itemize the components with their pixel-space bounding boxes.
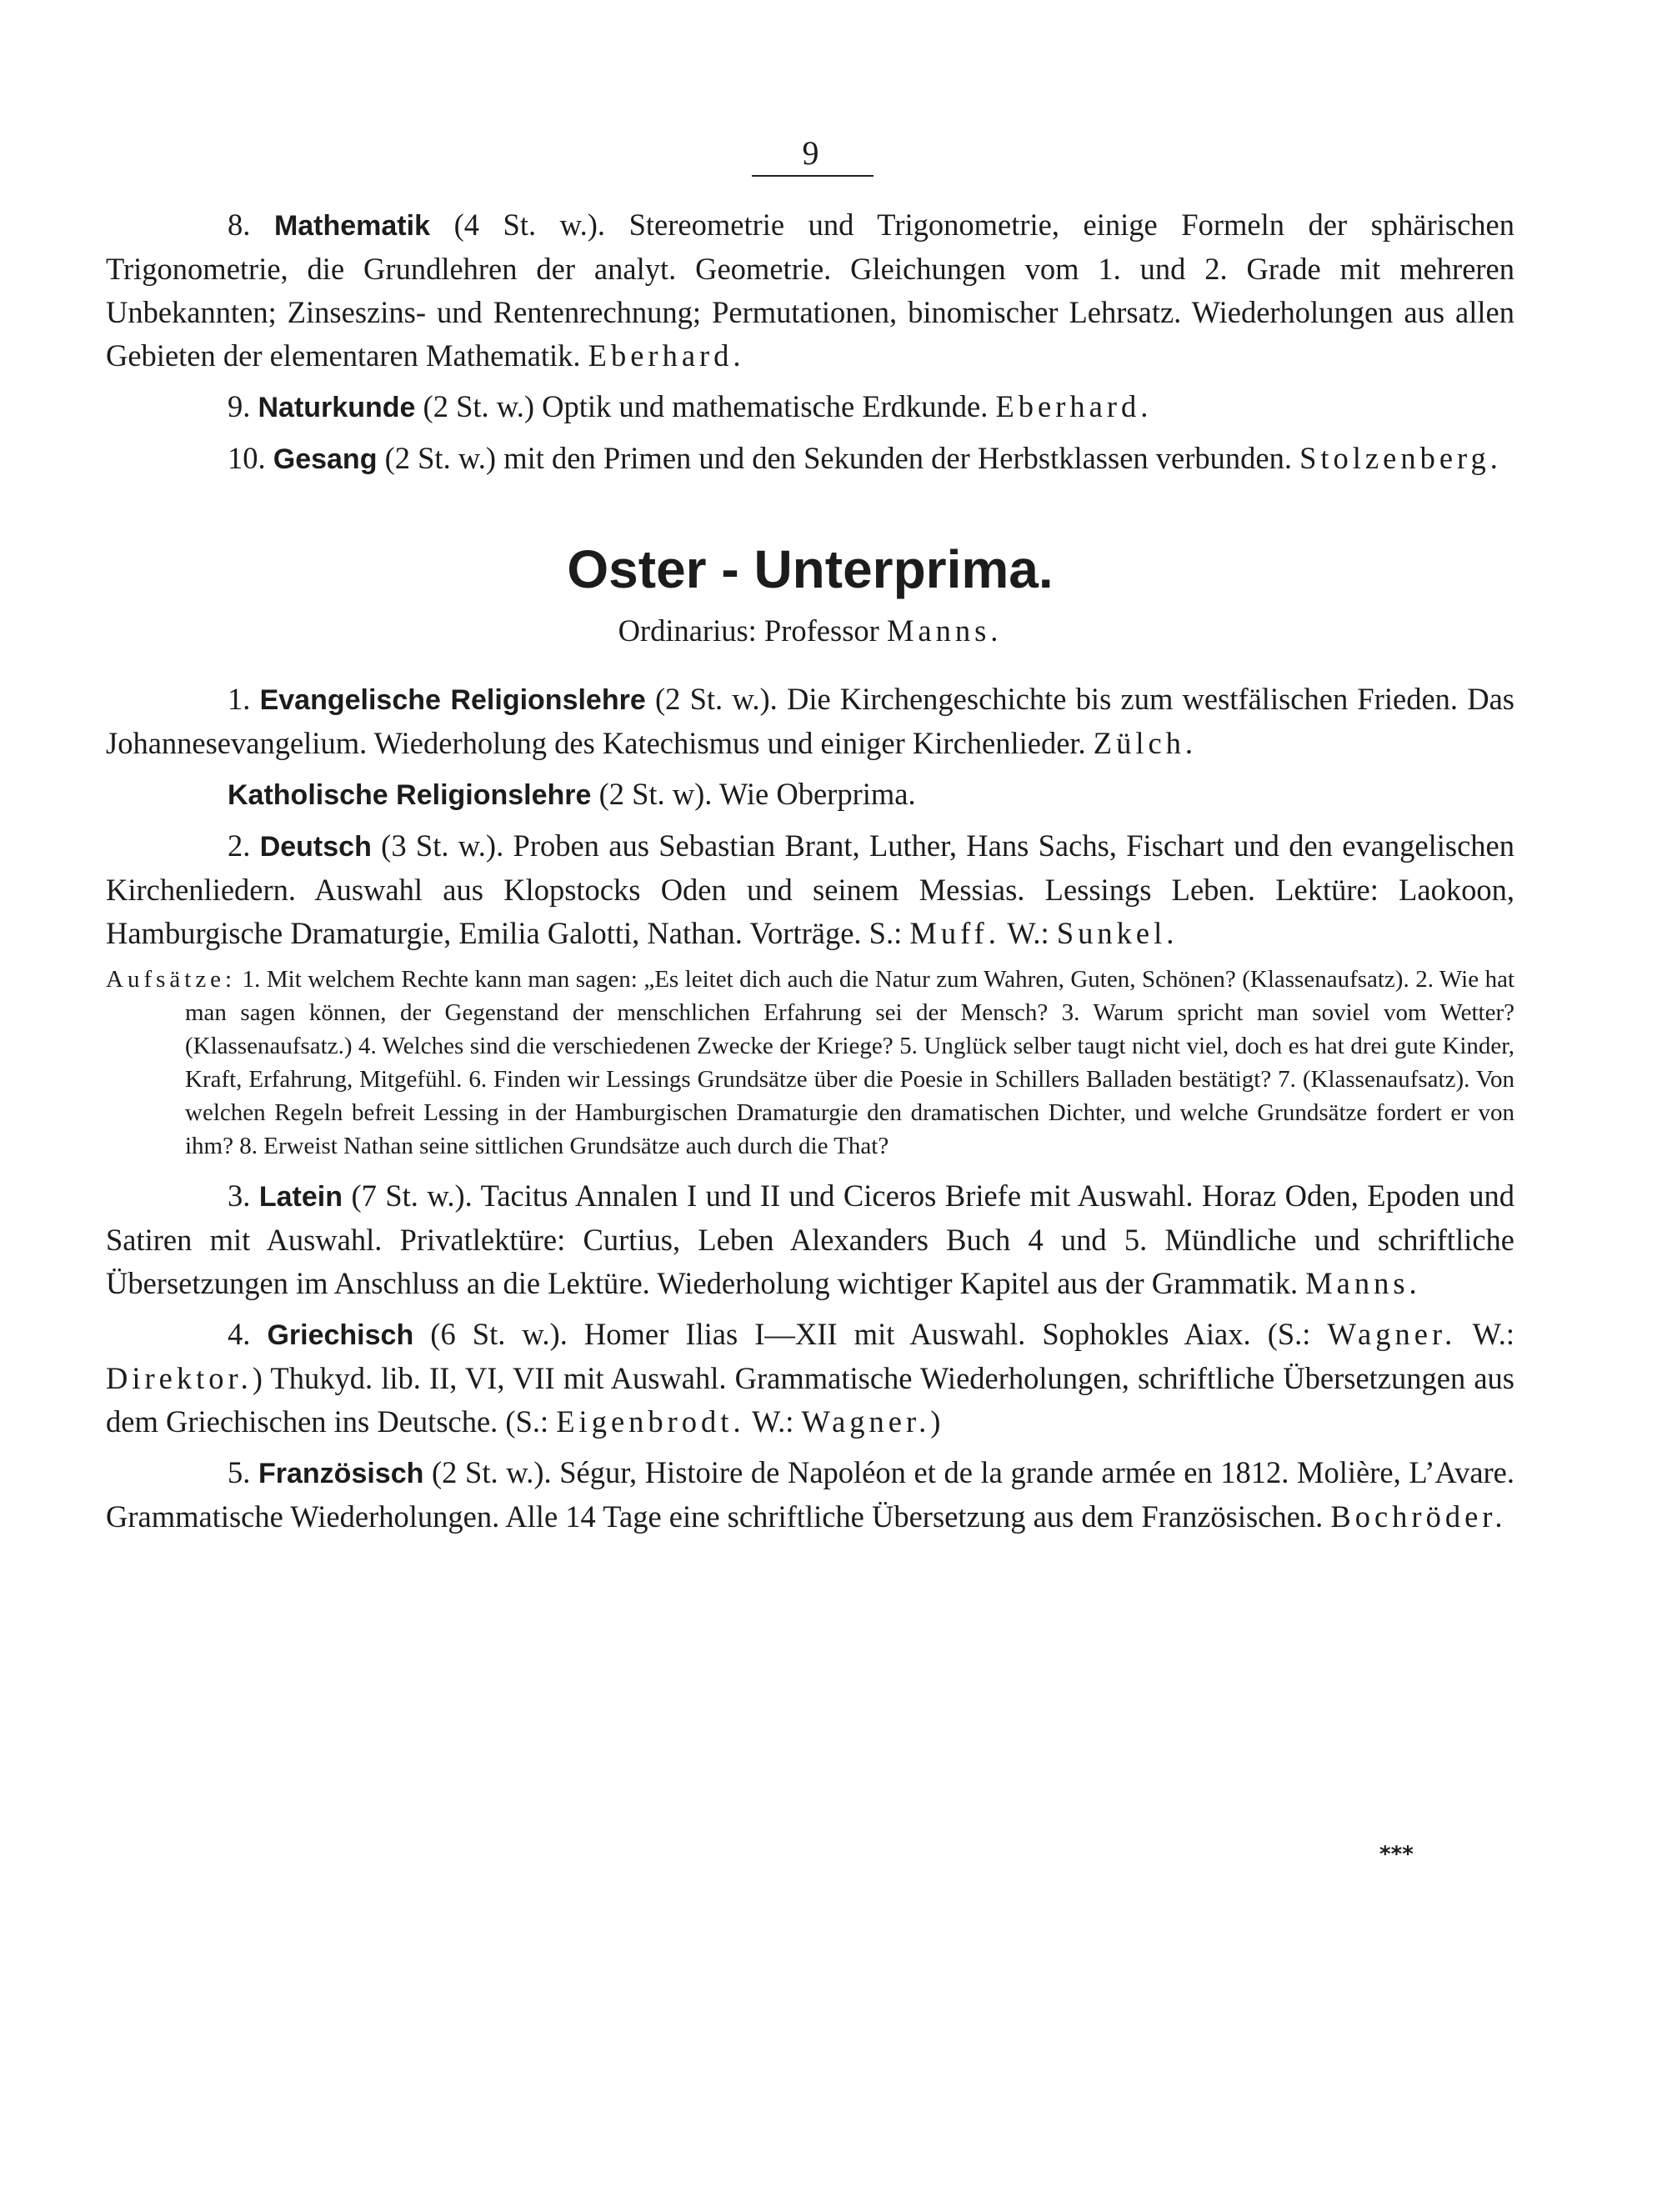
- paragraph-text: (4 St. w.). Stereometrie und Trigonometrie, einige Formeln der sphärischen Trigonometrie, die Grundlehren der analyt. Geometrie. Gleichungen vom 1. und 2. Grade mit mehreren Unbekannten; Zinseszins- und Rentenrechnung; Permutationen, binomischer Lehrsatz. Wiederholungen aus allen Gebieten der elementaren Mathematik.: [106, 208, 1514, 373]
- teacher-name: Sunkel.: [1056, 916, 1179, 950]
- page-number: 9: [802, 134, 819, 172]
- subject-heading: Katholische Religionslehre: [228, 779, 592, 811]
- item-number: 5.: [228, 1455, 251, 1489]
- paragraph-text: W.:: [999, 916, 1057, 950]
- paragraph-text: (7 St. w.). Tacitus Annalen I und II und Ciceros Briefe mit Auswahl. Horaz Oden, Epoden und Satiren mit Auswahl. Privatlektüre: Curtius, Leben Alexanders Buch 4 und 5. Mündliche und schriftliche Übersetzungen im Anschluss an die Lektüre. Wiederholung wichtiger Kapitel aus der Grammatik.: [106, 1179, 1515, 1300]
- subject-heading: Griechisch: [267, 1319, 414, 1351]
- section-title: Oster - Unterprima.: [567, 539, 1054, 599]
- teacher-name: Muff.: [909, 916, 1000, 950]
- paragraph-franzoesisch: [106, 1451, 1514, 1539]
- paragraph-text: (2 St. w.) Optik und mathematische Erdkunde.: [415, 389, 996, 423]
- end-mark: ***: [1379, 1842, 1414, 1867]
- essay-topics-text: 1. Mit welchem Rechte kann man sagen: „Es leitet dich auch die Natur zum Wahren, Guten, Schönen? (Klassenaufsatz). 2. Wie hat man sagen können, der Gegenstand der menschlichen Erfahrung sei der Mensch? 3. Warum spricht man soviel vom Wetter? (Klassenaufsatz.) 4. Welches sind die verschiedenen Zwecke der Kriege? 5. Unglück selber taugt nicht viel, doch es hat drei gute Kinder, Kraft, Erfahrung, Mitgefühl. 6. Finden wir Lessings Grundsätze über die Poesie in Schillers Balladen bestätigt? 7. (Klassenaufsatz). Von welchen Regeln befreit Lessing in der Hamburgischen Dramaturgie den dramatischen Dichter, und welche Grundsätze fordert er von ihm? 8. Erweist Nathan seine sittlichen Grundsätze auch durch die That?: [185, 966, 1514, 1159]
- teacher-name: Zülch.: [1093, 726, 1198, 760]
- ordinarius-line: [106, 609, 1514, 653]
- paragraph-religion-katholisch: [106, 773, 1514, 817]
- paragraph-text: (2 St. w.). Ségur, Histoire de Napoléon et de la grande armée en 1812. Molière, L’Avare. Grammatische Wiederholungen. Alle 14 Tage eine schriftliche Übersetzung aus dem Französischen.: [106, 1455, 1514, 1534]
- item-number: 4.: [228, 1317, 251, 1351]
- teacher-name: Eigenbrodt.: [556, 1404, 745, 1439]
- essay-topics: [106, 963, 1514, 1163]
- paragraph-latein: [106, 1174, 1514, 1305]
- paragraph-gesang: [106, 437, 1514, 481]
- subject-heading: Gesang: [273, 443, 378, 475]
- teacher-name: Stolzenberg.: [1299, 441, 1502, 475]
- paragraph-deutsch: [106, 824, 1514, 955]
- teacher-name: Wagner.: [801, 1404, 931, 1439]
- teacher-name: Manns.: [1305, 1266, 1421, 1300]
- item-number: 8.: [228, 208, 251, 242]
- paragraph-text: (6 St. w.). Homer Ilias I—XII mit Auswahl. Sophokles Aiax. (S.:: [413, 1317, 1328, 1351]
- ordinarius-name: Manns.: [886, 613, 1003, 648]
- item-number: 1.: [228, 682, 251, 716]
- paragraph-griechisch: [106, 1313, 1514, 1444]
- item-number: 2.: [228, 828, 251, 863]
- paragraph-text: W.:: [744, 1404, 802, 1439]
- paragraph-text: (2 St. w). Wie Oberprima.: [591, 777, 916, 811]
- essay-topics-label: Aufsätze:: [106, 966, 237, 993]
- subject-heading: Latein: [258, 1181, 343, 1213]
- subject-heading: Mathematik: [273, 210, 430, 242]
- paragraph-text: ) Thukyd. lib. II, VI, VII mit Auswahl. Grammatische Wiederholungen, schriftliche Übersetzungen aus dem Griechischen ins Deutsche. (S.:: [106, 1361, 1514, 1439]
- essay-topics-block: [106, 963, 1514, 1163]
- paragraph-naturkunde: [106, 385, 1514, 429]
- paragraph-religion-evangelisch: [106, 678, 1514, 765]
- paragraph-text: (3 St. w.). Proben aus Sebastian Brant, Luther, Hans Sachs, Fischart und den evangelischen Kirchenliedern. Auswahl aus Klopstocks Oden und seinem Messias. Lessings Leben. Lektüre: Laokoon, Hamburgische Dramaturgie, Emilia Galotti, Nathan. Vorträge. S.:: [106, 828, 1514, 950]
- item-number: 9.: [228, 389, 251, 423]
- teacher-name: Wagner.: [1327, 1317, 1457, 1351]
- item-number: 3.: [228, 1179, 251, 1213]
- paragraph-text: (2 St. w.) mit den Primen und den Sekunden der Herbstklassen verbunden.: [377, 441, 1300, 475]
- teacher-name: Bochröder.: [1330, 1499, 1507, 1534]
- paragraph-text: (2 St. w.). Die Kirchengeschichte bis zum westfälischen Frieden. Das Johannesevangelium. Wiederholung des Katechismus und einiger Kirchenlieder.: [106, 682, 1514, 760]
- paragraph-text: ): [930, 1404, 941, 1439]
- subject-heading: Naturkunde: [258, 392, 416, 423]
- subject-heading: Französisch: [258, 1458, 424, 1489]
- paragraph-text: W.:: [1456, 1317, 1515, 1351]
- page-number-rule: [752, 175, 874, 177]
- teacher-name: Eberhard.: [588, 338, 745, 373]
- subject-heading: Evangelische Religionslehre: [259, 684, 646, 716]
- item-number: 10.: [228, 441, 266, 475]
- document-body: [106, 203, 1514, 1546]
- teacher-name: Direktor.: [106, 1361, 253, 1395]
- teacher-name: Eberhard.: [995, 389, 1153, 423]
- paragraph-mathematik: [106, 203, 1514, 378]
- subject-heading: Deutsch: [259, 831, 372, 863]
- ordinarius-label: Ordinarius: Professor: [618, 613, 887, 648]
